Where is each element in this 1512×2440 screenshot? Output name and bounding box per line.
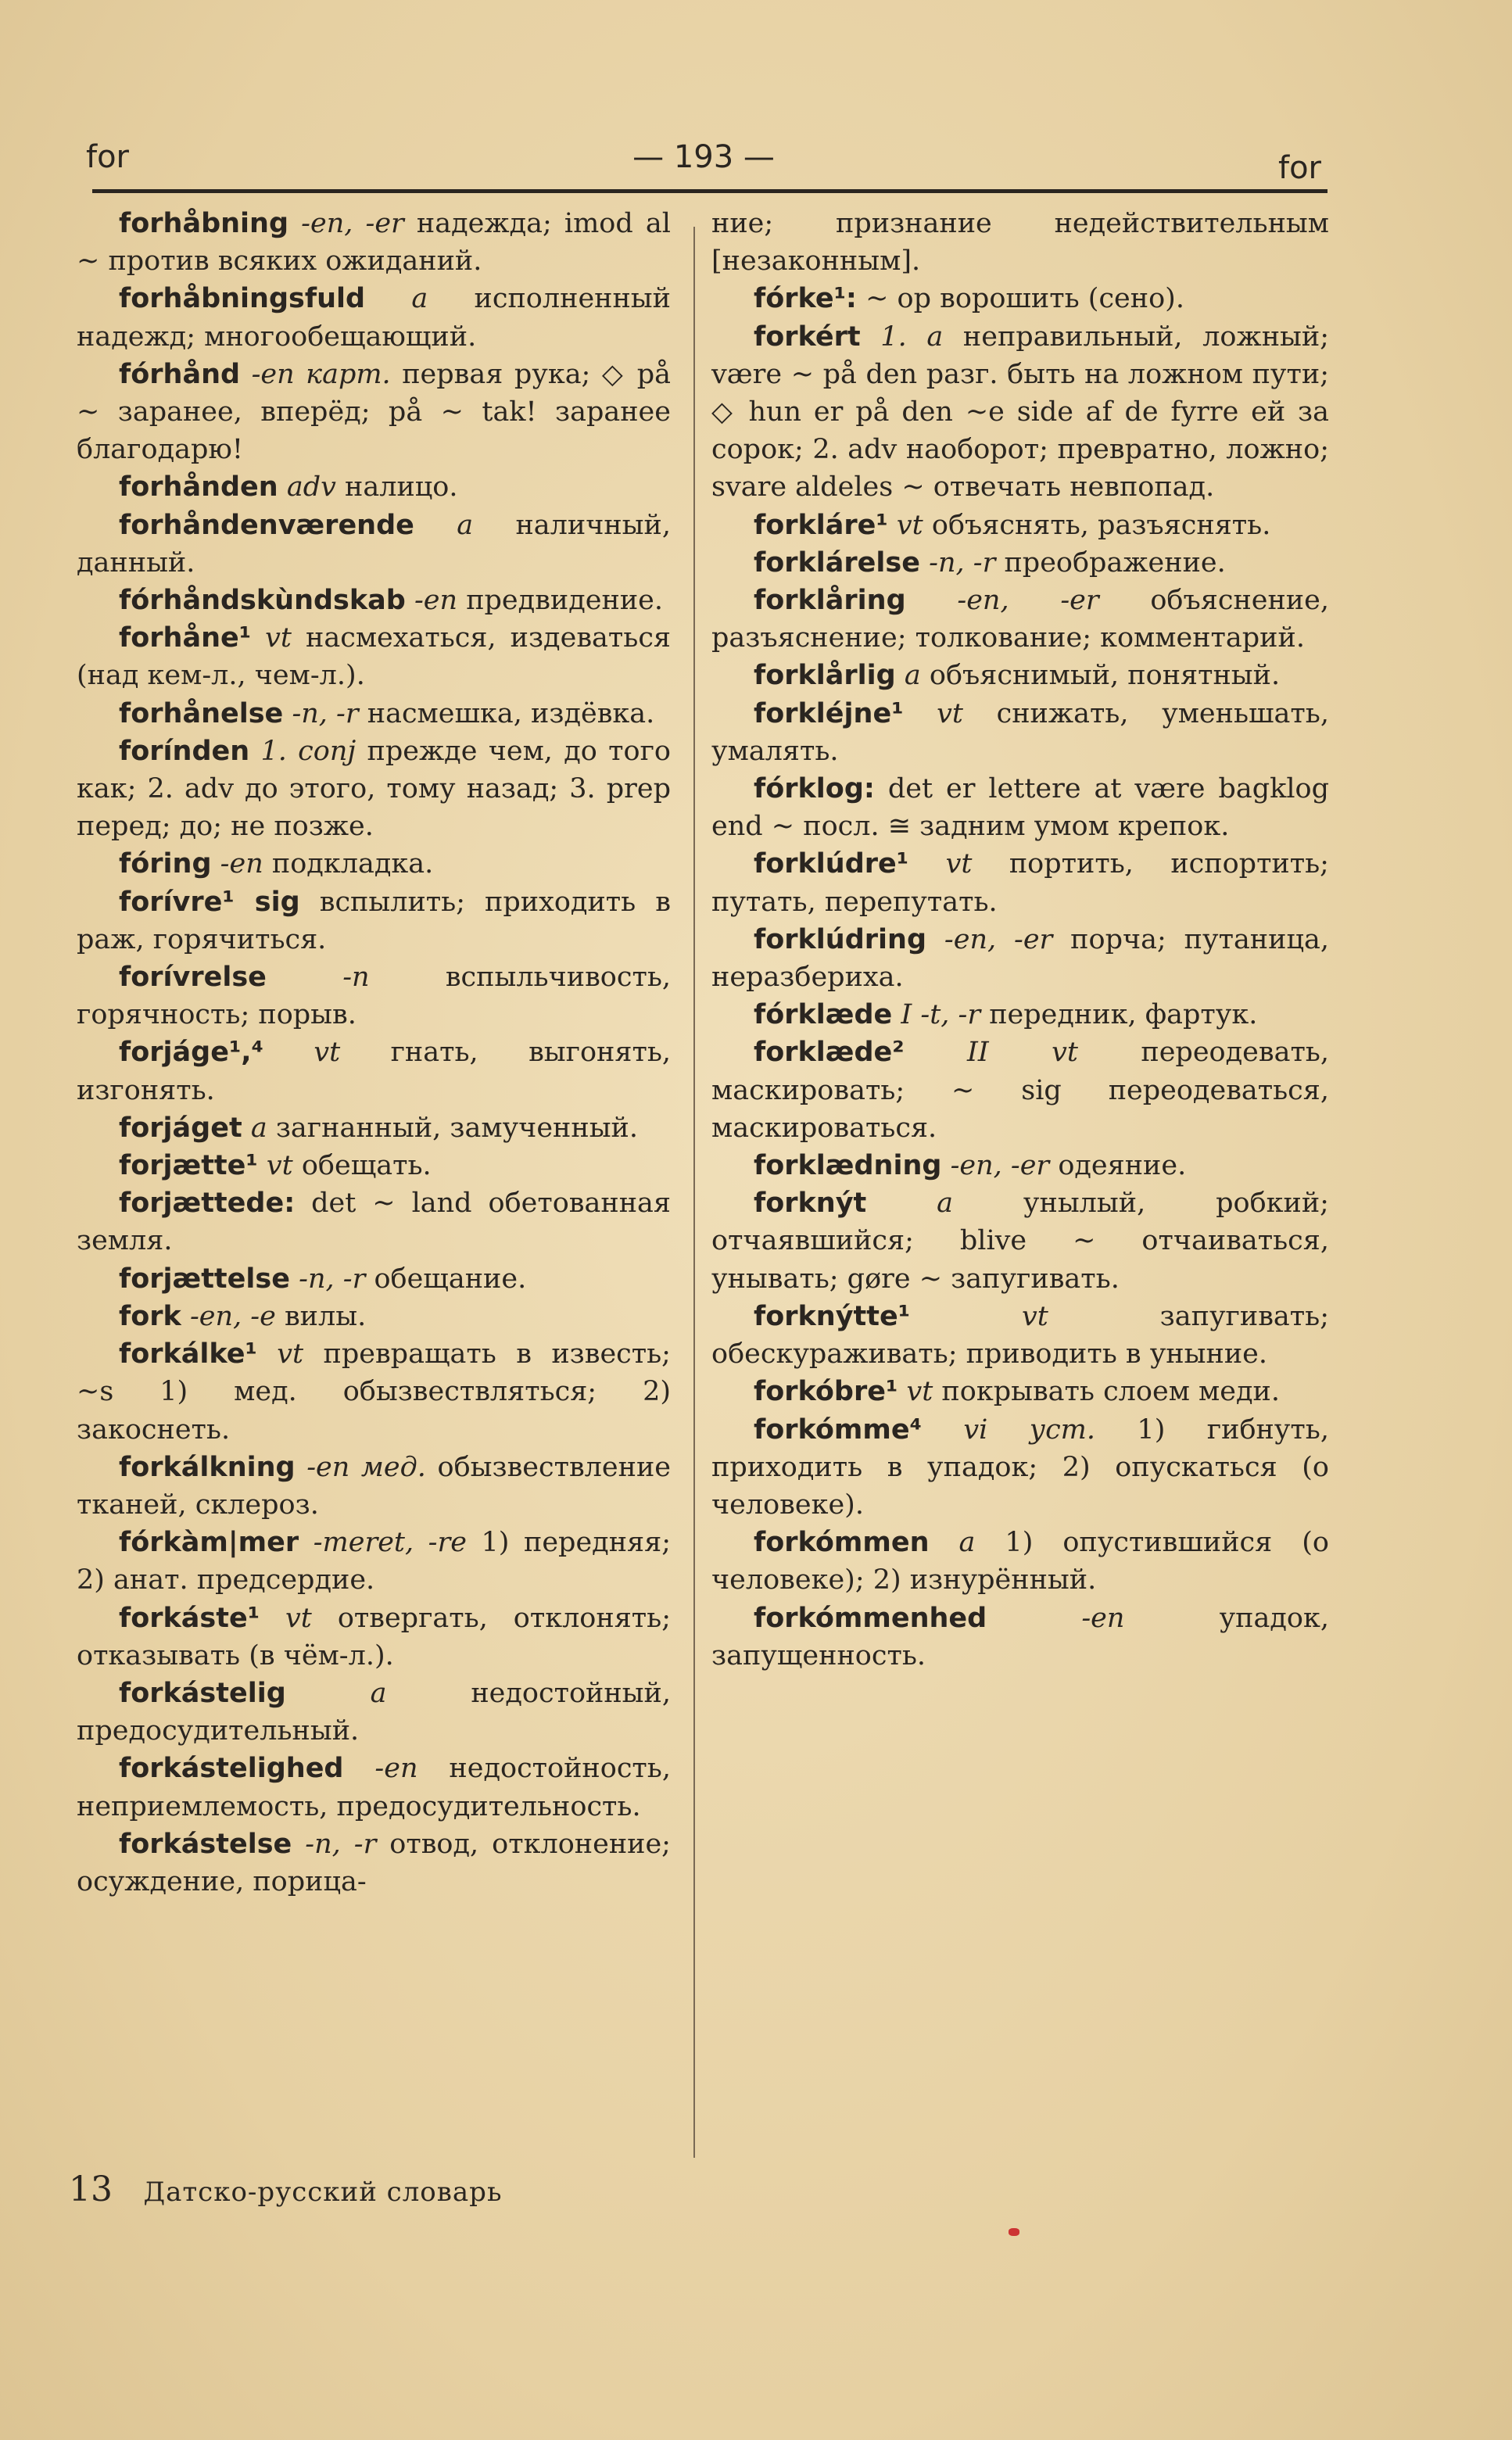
entry-definition: объяснять, разъяснять. bbox=[931, 509, 1271, 541]
entry-definition: ние; признание недействительным [незаконным]. bbox=[711, 208, 1329, 278]
entry-headword: forjættelse bbox=[119, 1263, 290, 1295]
entry-definition: объяснение, разъяснение; толкование; комментарий. bbox=[711, 585, 1329, 654]
entry-grammar: -en, -er bbox=[301, 208, 404, 239]
dictionary-entry bbox=[711, 1147, 1329, 1184]
entry-grammar: a bbox=[904, 660, 921, 692]
entry-grammar: vt bbox=[277, 1338, 304, 1370]
entry-headword: forkómmen bbox=[754, 1527, 930, 1559]
column-divider bbox=[693, 227, 695, 2158]
entry-headword: fórklæde bbox=[754, 999, 893, 1031]
entry-grammar: 1. a bbox=[880, 321, 944, 353]
dictionary-entry bbox=[77, 1034, 671, 1109]
entry-definition: одеяние. bbox=[1058, 1150, 1187, 1182]
dictionary-entry bbox=[77, 1826, 671, 1901]
entry-grammar: -meret, -re bbox=[313, 1527, 467, 1559]
entry-definition: вспыльчивость, горячность; порыв. bbox=[77, 962, 671, 1031]
entry-definition: насмешка, издёвка. bbox=[367, 697, 655, 729]
dictionary-entry bbox=[711, 280, 1329, 317]
dictionary-entry bbox=[711, 582, 1329, 657]
entry-grammar: -en bbox=[1081, 1602, 1125, 1634]
entry-definition: передник, фартук. bbox=[989, 999, 1258, 1031]
entry-headword: forkláre¹ bbox=[754, 509, 888, 541]
entry-definition: обещание. bbox=[374, 1263, 527, 1295]
entry-headword: forklædning bbox=[754, 1150, 942, 1182]
entry-headword: fórklog: bbox=[754, 773, 875, 805]
entry-definition: унылый, робкий; отчаявшийся; blive ~ отчаиваться, унывать; gøre ~ запугивать. bbox=[711, 1188, 1329, 1295]
entry-definition: первая рука; ◇ på ~ заранее, вперёд; på ~ tak! заранее благодарю! bbox=[77, 358, 671, 466]
entry-definition: насмехаться, издеваться (над кем-л., чем-л.). bbox=[77, 622, 671, 692]
dictionary-entry bbox=[77, 1109, 671, 1147]
dictionary-entry bbox=[711, 1034, 1329, 1147]
entry-definition: объяснимый, понятный. bbox=[929, 660, 1281, 692]
dictionary-entry bbox=[77, 733, 671, 846]
dictionary-entry bbox=[711, 1411, 1329, 1525]
entry-definition: прежде чем, до того как; 2. adv до этого, тому назад; 3. prep перед; до; не позже. bbox=[77, 735, 671, 843]
dictionary-entry bbox=[711, 1298, 1329, 1373]
entry-grammar: vt bbox=[285, 1602, 312, 1634]
entry-grammar: -en, -er bbox=[957, 585, 1099, 617]
entry-headword: forkáste¹ bbox=[119, 1602, 260, 1634]
dictionary-entry bbox=[711, 1524, 1329, 1599]
entry-definition: запугивать; обескураживать; приводить в уныние. bbox=[711, 1300, 1329, 1370]
dictionary-entry bbox=[711, 770, 1329, 845]
entry-headword: fóring bbox=[119, 848, 212, 880]
entry-definition: переодевать, маскировать; ~ sig переодеваться, маскироваться. bbox=[711, 1037, 1329, 1144]
entry-grammar: -n bbox=[342, 962, 370, 994]
entry-grammar: a bbox=[958, 1527, 976, 1559]
entry-headword: forhåbningsfuld bbox=[119, 283, 366, 315]
entry-definition: портить, испортить; путать, перепутать. bbox=[711, 848, 1329, 918]
entry-definition: обызвествление тканей, склероз. bbox=[77, 1451, 671, 1521]
book-title: Датско-русский словарь bbox=[143, 2177, 503, 2208]
entry-grammar: -en bbox=[220, 848, 263, 880]
entry-grammar: 1. conj bbox=[260, 735, 357, 767]
entry-headword: forínden bbox=[119, 735, 250, 767]
dictionary-entry bbox=[711, 657, 1329, 694]
entry-headword: forhåndenværende bbox=[119, 509, 414, 541]
entry-headword: forkálkning bbox=[119, 1451, 296, 1483]
dictionary-entry bbox=[77, 468, 671, 506]
header-left-guide-word: for bbox=[86, 139, 129, 175]
entry-grammar: a bbox=[250, 1112, 267, 1144]
entry-definition: 1) передняя; 2) анат. предсердие. bbox=[77, 1527, 671, 1596]
entry-definition: det ~ land обетованная земля. bbox=[77, 1188, 671, 1257]
entry-grammar: vt bbox=[945, 848, 973, 880]
dictionary-entry bbox=[77, 1184, 671, 1259]
entry-definition: ~ op ворошить (сено). bbox=[865, 283, 1184, 315]
entry-definition: гнать, выгонять, изгонять. bbox=[77, 1037, 671, 1106]
entry-definition: вилы. bbox=[284, 1300, 367, 1332]
page-footer bbox=[69, 2169, 502, 2209]
entry-definition: недостойность, неприемлемость, предосудительность. bbox=[77, 1753, 671, 1822]
entry-grammar: vt bbox=[1021, 1300, 1048, 1332]
entry-definition: покрывать слоем меди. bbox=[941, 1376, 1280, 1408]
right-column bbox=[711, 205, 1329, 1675]
entry-headword: fórhånd bbox=[119, 358, 241, 390]
entry-definition: подкладка. bbox=[271, 848, 434, 880]
dictionary-entry bbox=[711, 507, 1329, 544]
entry-headword: fork bbox=[119, 1300, 181, 1332]
entry-definition: предвидение. bbox=[466, 585, 663, 617]
entry-definition: преображение. bbox=[1004, 546, 1226, 579]
entry-definition: 1) гибнуть, приходить в упадок; 2) опускаться (о человеке). bbox=[711, 1413, 1329, 1521]
dictionary-entry bbox=[77, 695, 671, 733]
dictionary-entry bbox=[77, 1147, 671, 1184]
dictionary-entry bbox=[77, 958, 671, 1034]
entry-headword: forklårlig bbox=[754, 660, 896, 692]
dictionary-entry bbox=[77, 845, 671, 883]
entry-definition: исполненный надежд; многообещающий. bbox=[77, 283, 671, 353]
entry-headword: forkómme⁴ bbox=[754, 1413, 922, 1446]
entry-grammar: -en, -er bbox=[944, 923, 1053, 955]
entry-grammar: a bbox=[937, 1188, 954, 1220]
page-number: — 193 — bbox=[632, 139, 775, 175]
entry-grammar: -n, -r bbox=[305, 1828, 377, 1860]
signature-mark: 13 bbox=[69, 2169, 113, 2209]
entry-definition: надежда; imod al ~ против всяких ожиданий. bbox=[77, 208, 671, 278]
entry-grammar: vt bbox=[266, 1150, 293, 1182]
entry-definition: налицо. bbox=[345, 471, 458, 503]
entry-headword: forklæde² bbox=[754, 1037, 905, 1069]
entry-grammar: vt bbox=[265, 622, 292, 654]
entry-grammar: vt bbox=[906, 1376, 933, 1408]
page-header bbox=[86, 133, 1321, 188]
dictionary-entry bbox=[77, 883, 671, 958]
left-column bbox=[77, 205, 671, 1901]
dictionary-entry bbox=[77, 1524, 671, 1599]
entry-headword: forkómmenhed bbox=[754, 1602, 987, 1634]
entry-grammar: a bbox=[411, 283, 428, 315]
entry-grammar: -en карт. bbox=[251, 358, 391, 390]
entry-grammar: -en bbox=[414, 585, 458, 617]
entry-definition: 1) опустившийся (о человеке); 2) изнурённый. bbox=[711, 1527, 1329, 1596]
dictionary-entry bbox=[711, 205, 1329, 280]
entry-grammar: vt bbox=[896, 509, 923, 541]
dictionary-entry bbox=[77, 205, 671, 280]
entry-headword: forjáge¹,⁴ bbox=[119, 1037, 263, 1069]
entry-headword: forjætte¹ bbox=[119, 1150, 258, 1182]
entry-grammar: a bbox=[457, 509, 474, 541]
dictionary-entry bbox=[77, 356, 671, 469]
entry-headword: forívre¹ sig bbox=[119, 886, 300, 918]
dictionary-entry bbox=[77, 280, 671, 355]
entry-headword: forkástelighed bbox=[119, 1753, 344, 1785]
dictionary-entry bbox=[77, 1675, 671, 1750]
dictionary-entry bbox=[77, 1750, 671, 1825]
dictionary-entry bbox=[77, 1335, 671, 1449]
entry-definition: порча; путаница, неразбериха. bbox=[711, 923, 1329, 994]
entry-definition: отвод, отклонение; осуждение, порица- bbox=[77, 1828, 671, 1897]
dictionary-entry bbox=[711, 1373, 1329, 1410]
dictionary-entry bbox=[711, 1184, 1329, 1298]
dictionary-entry bbox=[711, 1600, 1329, 1675]
entry-headword: forkálke¹ bbox=[119, 1338, 257, 1370]
entry-headword: forjættede: bbox=[119, 1188, 296, 1220]
entry-grammar: vt bbox=[937, 697, 963, 729]
dictionary-entry bbox=[711, 845, 1329, 920]
entry-headword: forkért bbox=[754, 321, 861, 353]
entry-definition: упадок, запущенность. bbox=[711, 1602, 1329, 1671]
entry-grammar: -n, -r bbox=[292, 697, 359, 729]
entry-definition: недостойный, предосудительный. bbox=[77, 1677, 671, 1747]
dictionary-entry bbox=[711, 996, 1329, 1034]
entry-definition: вспылить; приходить в раж, горячиться. bbox=[77, 886, 671, 955]
entry-headword: forklárelse bbox=[754, 546, 920, 579]
entry-headword: forklúdring bbox=[754, 923, 927, 955]
entry-definition: превращать в известь; ~s 1) мед. обызвествляться; 2) закоснеть. bbox=[77, 1338, 671, 1446]
entry-grammar: I -t, -r bbox=[901, 999, 981, 1031]
dictionary-entry bbox=[711, 695, 1329, 770]
entry-definition: det er lettere at være bagklog end ~ посл. ≅ задним умом крепок. bbox=[711, 773, 1329, 843]
entry-headword: forknýtte¹ bbox=[754, 1300, 911, 1332]
entry-definition: отвергать, отклонять; отказывать (в чём-л.). bbox=[77, 1602, 671, 1671]
entry-headword: fórhåndskùndskab bbox=[119, 585, 406, 617]
entry-grammar: -en мед. bbox=[306, 1451, 426, 1483]
entry-definition: обещать. bbox=[301, 1150, 432, 1182]
entry-definition: неправильный, ложный; være ~ på den разг. быть на ложном пути; ◇ hun er på den ~e side af de fyrre ей за сорок; 2. adv наоборот; превратно, ложно; svare aldeles ~ отвечать невпопад. bbox=[711, 321, 1329, 503]
entry-grammar: -en, -e bbox=[189, 1300, 276, 1332]
dictionary-entry bbox=[77, 1449, 671, 1524]
entry-grammar: -n, -r bbox=[929, 546, 996, 579]
dictionary-entry bbox=[711, 318, 1329, 507]
entry-headword: forhåbning bbox=[119, 208, 289, 239]
entry-headword: fórkàm|mer bbox=[119, 1527, 299, 1559]
entry-headword: forhånden bbox=[119, 471, 278, 503]
entry-headword: forjáget bbox=[119, 1112, 242, 1144]
entry-headword: forklúdre¹ bbox=[754, 848, 909, 880]
entry-headword: forknýt bbox=[754, 1188, 867, 1220]
dictionary-entry bbox=[77, 1260, 671, 1298]
dictionary-entry bbox=[77, 1600, 671, 1675]
entry-headword: fórke¹: bbox=[754, 283, 857, 315]
entry-headword: forívrelse bbox=[119, 962, 267, 994]
entry-headword: forhåne¹ bbox=[119, 622, 252, 654]
entry-grammar: -en bbox=[374, 1753, 418, 1785]
dictionary-entry bbox=[77, 619, 671, 694]
entry-headword: forklåring bbox=[754, 585, 906, 617]
entry-grammar: -n, -r bbox=[299, 1263, 366, 1295]
entry-grammar: -en, -er bbox=[950, 1150, 1050, 1182]
ink-spot bbox=[1009, 2228, 1019, 2236]
entry-headword: forkástelig bbox=[119, 1677, 286, 1709]
entry-headword: forkástelse bbox=[119, 1828, 292, 1860]
entry-grammar: vt bbox=[314, 1037, 341, 1069]
dictionary-entry bbox=[77, 1298, 671, 1335]
entry-definition: загнанный, замученный. bbox=[275, 1112, 638, 1144]
entry-grammar: vi уст. bbox=[963, 1413, 1095, 1446]
dictionary-entry bbox=[711, 921, 1329, 996]
header-rule bbox=[92, 189, 1327, 193]
dictionary-entry bbox=[77, 582, 671, 619]
entry-grammar: II vt bbox=[967, 1037, 1078, 1069]
entry-grammar: adv bbox=[286, 471, 336, 503]
entry-definition: наличный, данный. bbox=[77, 509, 671, 579]
entry-headword: forhånelse bbox=[119, 697, 284, 729]
entry-grammar: a bbox=[370, 1677, 387, 1709]
dictionary-entry bbox=[711, 544, 1329, 582]
header-right-guide-word: for bbox=[1278, 150, 1321, 186]
entry-definition: снижать, уменьшать, умалять. bbox=[711, 697, 1329, 767]
entry-headword: forkléjne¹ bbox=[754, 697, 904, 729]
dictionary-entry bbox=[77, 507, 671, 582]
entry-headword: forkóbre¹ bbox=[754, 1376, 898, 1408]
